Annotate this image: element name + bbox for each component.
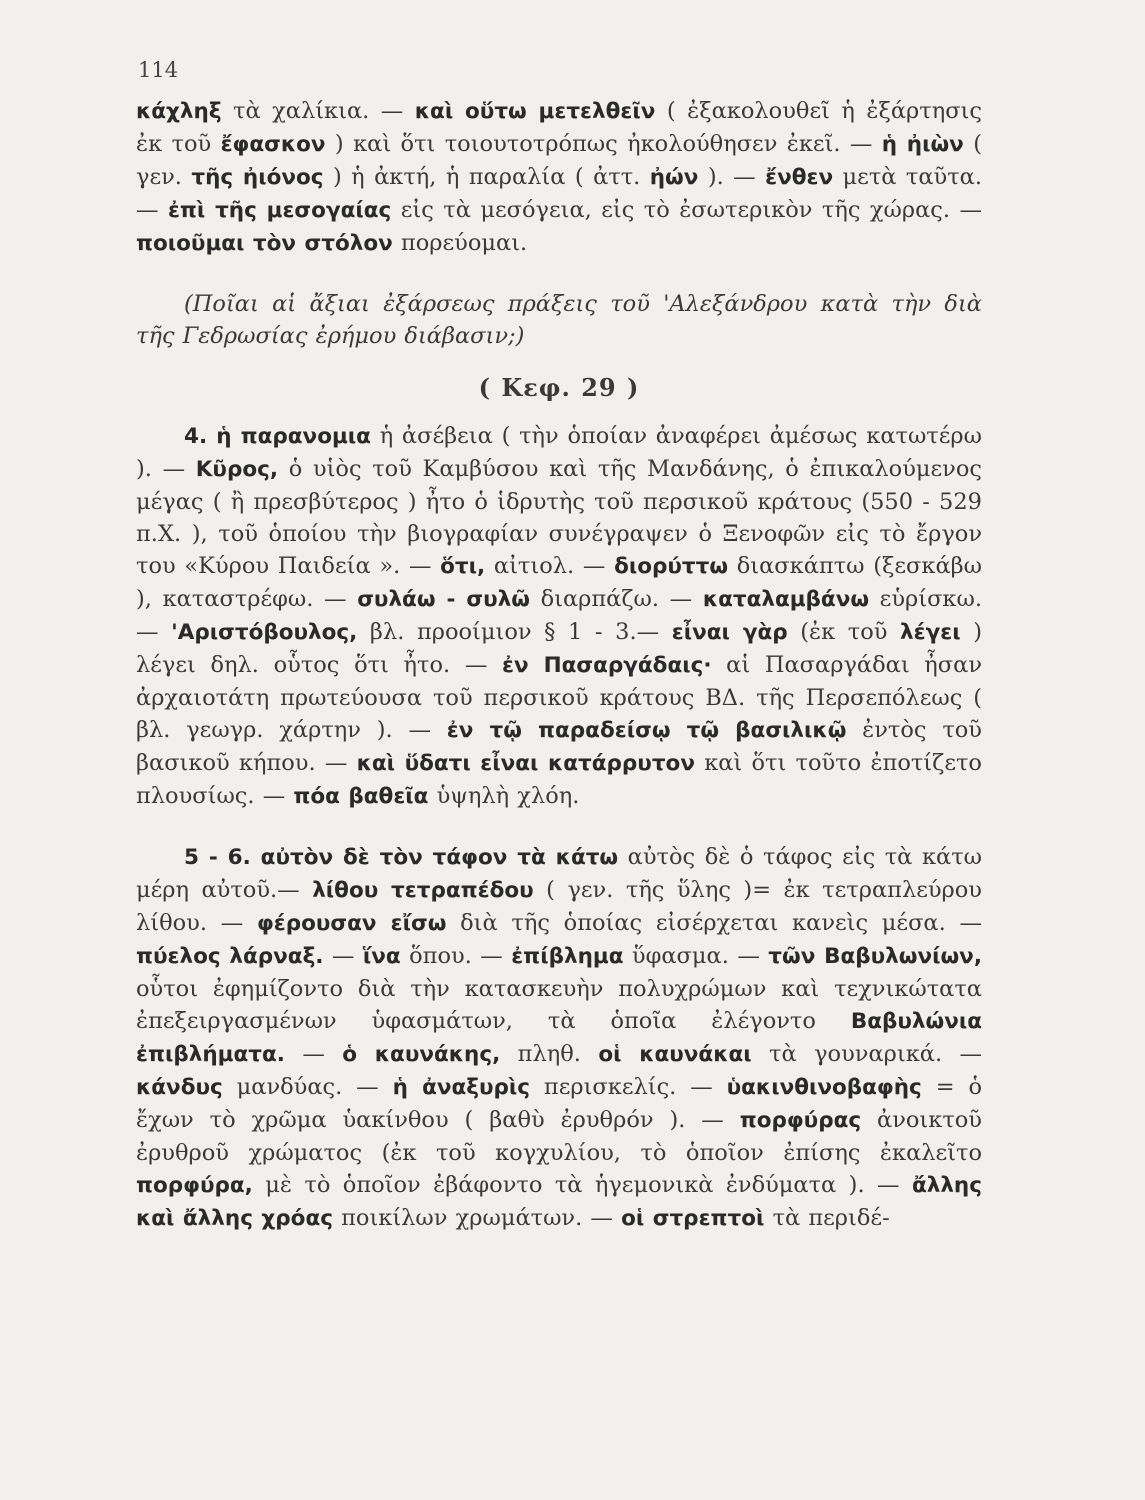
gloss-text: = ὁ ἔχων τὸ χρῶμα ὑακίνθου ( βαθὺ ἐρυθρόν ). — bbox=[136, 1074, 982, 1133]
gloss-text: — bbox=[323, 943, 363, 969]
gloss-text: ) καὶ ὅτι τοιουτοτρόπως ἠκολούθησεν ἐκεῖ. — bbox=[325, 131, 882, 157]
lemma-term: ἐπίβλημα bbox=[511, 944, 624, 969]
gloss-text: μανδύας. — bbox=[222, 1074, 393, 1100]
gloss-text: — bbox=[284, 1041, 343, 1067]
lemma-term: 5 - 6. αὐτὸν δὲ τὸν τάφον τὰ κάτω bbox=[184, 845, 619, 870]
lemma-term: τῆς ἠιόνος bbox=[191, 165, 324, 190]
lemma-term: ἡ ἠιὼν bbox=[881, 132, 964, 157]
lemma-term: ἐν τῷ παραδείσῳ τῷ βασιλικῷ bbox=[446, 718, 847, 743]
paragraph-3 bbox=[136, 841, 982, 1235]
lemma-term: οἱ στρεπτοὶ bbox=[621, 1206, 765, 1231]
lemma-term: ὑακινθινοβαφὴς bbox=[726, 1075, 922, 1100]
gloss-text: ) λέγει δηλ. οὗτος ὅτι ἦτο. — bbox=[136, 619, 983, 678]
lemma-term: συλάω - συλῶ bbox=[357, 587, 530, 612]
gloss-text: τὰ χαλίκια. — bbox=[221, 98, 415, 124]
study-question: (Ποῖαι αἱ ἄξιαι ἐξάρσεως πράξεις τοῦ 'Αλεξάνδρου κατὰ τὴν διὰ τῆς Γεδρωσίας ἐρήμου διάβασιν;) bbox=[136, 291, 982, 349]
lemma-term: πορφύρα, bbox=[136, 1173, 253, 1198]
lemma-term: ἡ ἀναξυρὶς bbox=[392, 1075, 531, 1100]
lemma-term: οἱ καυνάκαι bbox=[598, 1042, 752, 1067]
gloss-text: ὕφασμα. — bbox=[623, 943, 769, 969]
gloss-text: ) ἡ ἀκτή, ἡ παραλία ( ἀττ. bbox=[323, 164, 650, 190]
gloss-text: (ἐκ τοῦ bbox=[787, 619, 901, 645]
lemma-term: 'Αριστόβουλος, bbox=[171, 620, 358, 645]
gloss-text: καὶ ὅτι τοῦτο ἐποτίζετο πλουσίως. — bbox=[136, 750, 982, 809]
gloss-text: διαρπάζω. — bbox=[529, 586, 703, 612]
gloss-text: μετὰ ταῦτα. — bbox=[136, 164, 983, 223]
gloss-text: ( γεν. bbox=[136, 131, 982, 190]
lemma-term: φέρουσαν εἴσω bbox=[256, 911, 447, 936]
lemma-term: Βαβυλώνια ἐπιβλήματα. bbox=[136, 1009, 982, 1067]
lemma-term: ἄλλης καὶ ἄλλης χρόας bbox=[136, 1173, 982, 1231]
gloss-text: εἰς τὰ μεσόγεια, εἰς τὸ ἐσωτερικὸν τῆς χώρας. — bbox=[391, 197, 982, 223]
gloss-text: εὑρίσκω.— bbox=[136, 586, 982, 645]
gloss-text: ὅπου. — bbox=[400, 943, 512, 969]
gloss-text: πορεύομαι. bbox=[392, 230, 528, 256]
page-number: 114 bbox=[138, 58, 179, 82]
lemma-term: καὶ οὕτω μετελθεῖν bbox=[414, 99, 656, 124]
lemma-term: λίθου τετραπέδου bbox=[312, 878, 534, 903]
paragraph-1 bbox=[136, 95, 982, 260]
lemma-term: ὁ καυνάκης, bbox=[342, 1042, 501, 1067]
gloss-text: οὗτοι ἐφημίζοντο διὰ τὴν κατασκευὴν πολυχρώμων καὶ τεχνικώτατα ἐπεξειργασμένων ὑφασμάτων, τὰ ὁποῖα ἐλέγοντο bbox=[136, 976, 982, 1034]
lemma-term: κάνδυς bbox=[136, 1075, 223, 1100]
lemma-term: τῶν Βαβυλωνίων, bbox=[768, 944, 982, 969]
lemma-term: ποιοῦμαι τὸν στόλον bbox=[136, 231, 393, 256]
paragraph-2 bbox=[136, 420, 982, 813]
gloss-text: ). — bbox=[698, 164, 766, 190]
gloss-text: ( ἐξακολουθεῖ ἡ ἐξάρτησις ἐκ τοῦ bbox=[136, 98, 982, 157]
gloss-text: περισκελίς. — bbox=[530, 1074, 727, 1100]
gloss-text: μὲ τὸ ὁποῖον ἐβάφοντο τὰ ἡγεμονικὰ ἐνδύματα ). — bbox=[252, 1172, 912, 1198]
gloss-text: διασκάπτω (ξεσκάβω ), καταστρέφω. — bbox=[136, 553, 982, 612]
lemma-term: πορφύρας bbox=[739, 1108, 862, 1133]
gloss-text: αἱ Πασαργάδαι ἦσαν ἀρχαιοτάτη πρωτεύουσα τοῦ περσικοῦ κράτους ΒΔ. τῆς Περσεπόλεως ( βλ. γεωγρ. χάρτην ). — bbox=[136, 652, 983, 743]
gloss-text: ὁ υἱὸς τοῦ Καμβύσου καὶ τῆς Μανδάνης, ὁ ἐπικαλούμενος μέγας ( ἢ πρεσβύτερος ) ἦτο ὁ ἱδρυτὴς τοῦ περσικοῦ κράτους (550 - 529 π.Χ. ), τοῦ ὁποίου τὴν βιογραφίαν συνέγραψεν ὁ Ξενοφῶν εἰς τὸ ἔργον του «Κύρου Παιδεία ». — bbox=[136, 456, 983, 579]
gloss-text: αὐτὸς δὲ ὁ τάφος εἰς τὰ κάτω μέρη αὐτοῦ.— bbox=[136, 844, 982, 903]
gloss-text: ὑψηλὴ χλόη. bbox=[428, 783, 580, 809]
lemma-term: κάχληξ bbox=[136, 99, 222, 124]
lemma-term: 4. ἡ παρανομια bbox=[184, 424, 371, 449]
lemma-term: ὅτι, bbox=[440, 554, 486, 579]
lemma-term: εἶναι γὰρ bbox=[671, 620, 788, 645]
gloss-text: πληθ. bbox=[500, 1041, 599, 1067]
lemma-term: πύελος λάρναξ. bbox=[136, 944, 324, 969]
lemma-term: ἔνθεν bbox=[765, 165, 834, 190]
commentary-text bbox=[136, 95, 982, 1235]
lemma-term: καὶ ὕδατι εἶναι κατάρρυτον bbox=[356, 751, 695, 776]
gloss-text: ( γεν. τῆς ὕλης )= ἐκ τετραπλεύρου λίθου. — bbox=[136, 877, 982, 936]
lemma-term: ἐν Πασαργάδαις· bbox=[501, 653, 712, 678]
gloss-text: διὰ τῆς ὁποίας εἰσέρχεται κανεὶς μέσα. — bbox=[446, 910, 982, 936]
gloss-text: τὰ περιδέ- bbox=[764, 1205, 890, 1231]
gloss-text: αἰτιολ. — bbox=[485, 553, 615, 579]
lemma-term: Κῦρος, bbox=[195, 457, 279, 482]
lemma-term: λέγει bbox=[900, 620, 961, 645]
gloss-text: τὰ γουναρικά. — bbox=[751, 1041, 983, 1067]
gloss-text: ἐντὸς τοῦ βασικοῦ κήπου. — bbox=[136, 717, 982, 776]
gloss-text: ποικίλων χρωμάτων. — bbox=[332, 1205, 622, 1231]
gloss-text: ἡ ἀσέβεια ( τὴν ὁποίαν ἀναφέρει ἀμέσως κατωτέρω ). — bbox=[136, 423, 982, 482]
chapter-heading: ( Κεφ. 29 ) bbox=[478, 373, 640, 402]
lemma-term: καταλαμβάνω bbox=[702, 587, 870, 612]
lemma-term: ἵνα bbox=[362, 944, 401, 969]
lemma-term: ἐπὶ τῆς μεσογαίας bbox=[167, 198, 392, 223]
lemma-term: πόα βαθεῖα bbox=[293, 784, 429, 809]
gloss-text: ἀνοικτοῦ ἐρυθροῦ χρώματος (ἐκ τοῦ κογχυλίου, τὸ ὁποῖον ἐπίσης ἐκαλεῖτο bbox=[136, 1107, 982, 1166]
gloss-text: βλ. προοίμιον § 1 - 3.— bbox=[357, 619, 672, 645]
lemma-term: διορύττω bbox=[614, 554, 729, 579]
lemma-term: ἔφασκον bbox=[220, 132, 326, 157]
lemma-term: ἠών bbox=[649, 165, 699, 190]
